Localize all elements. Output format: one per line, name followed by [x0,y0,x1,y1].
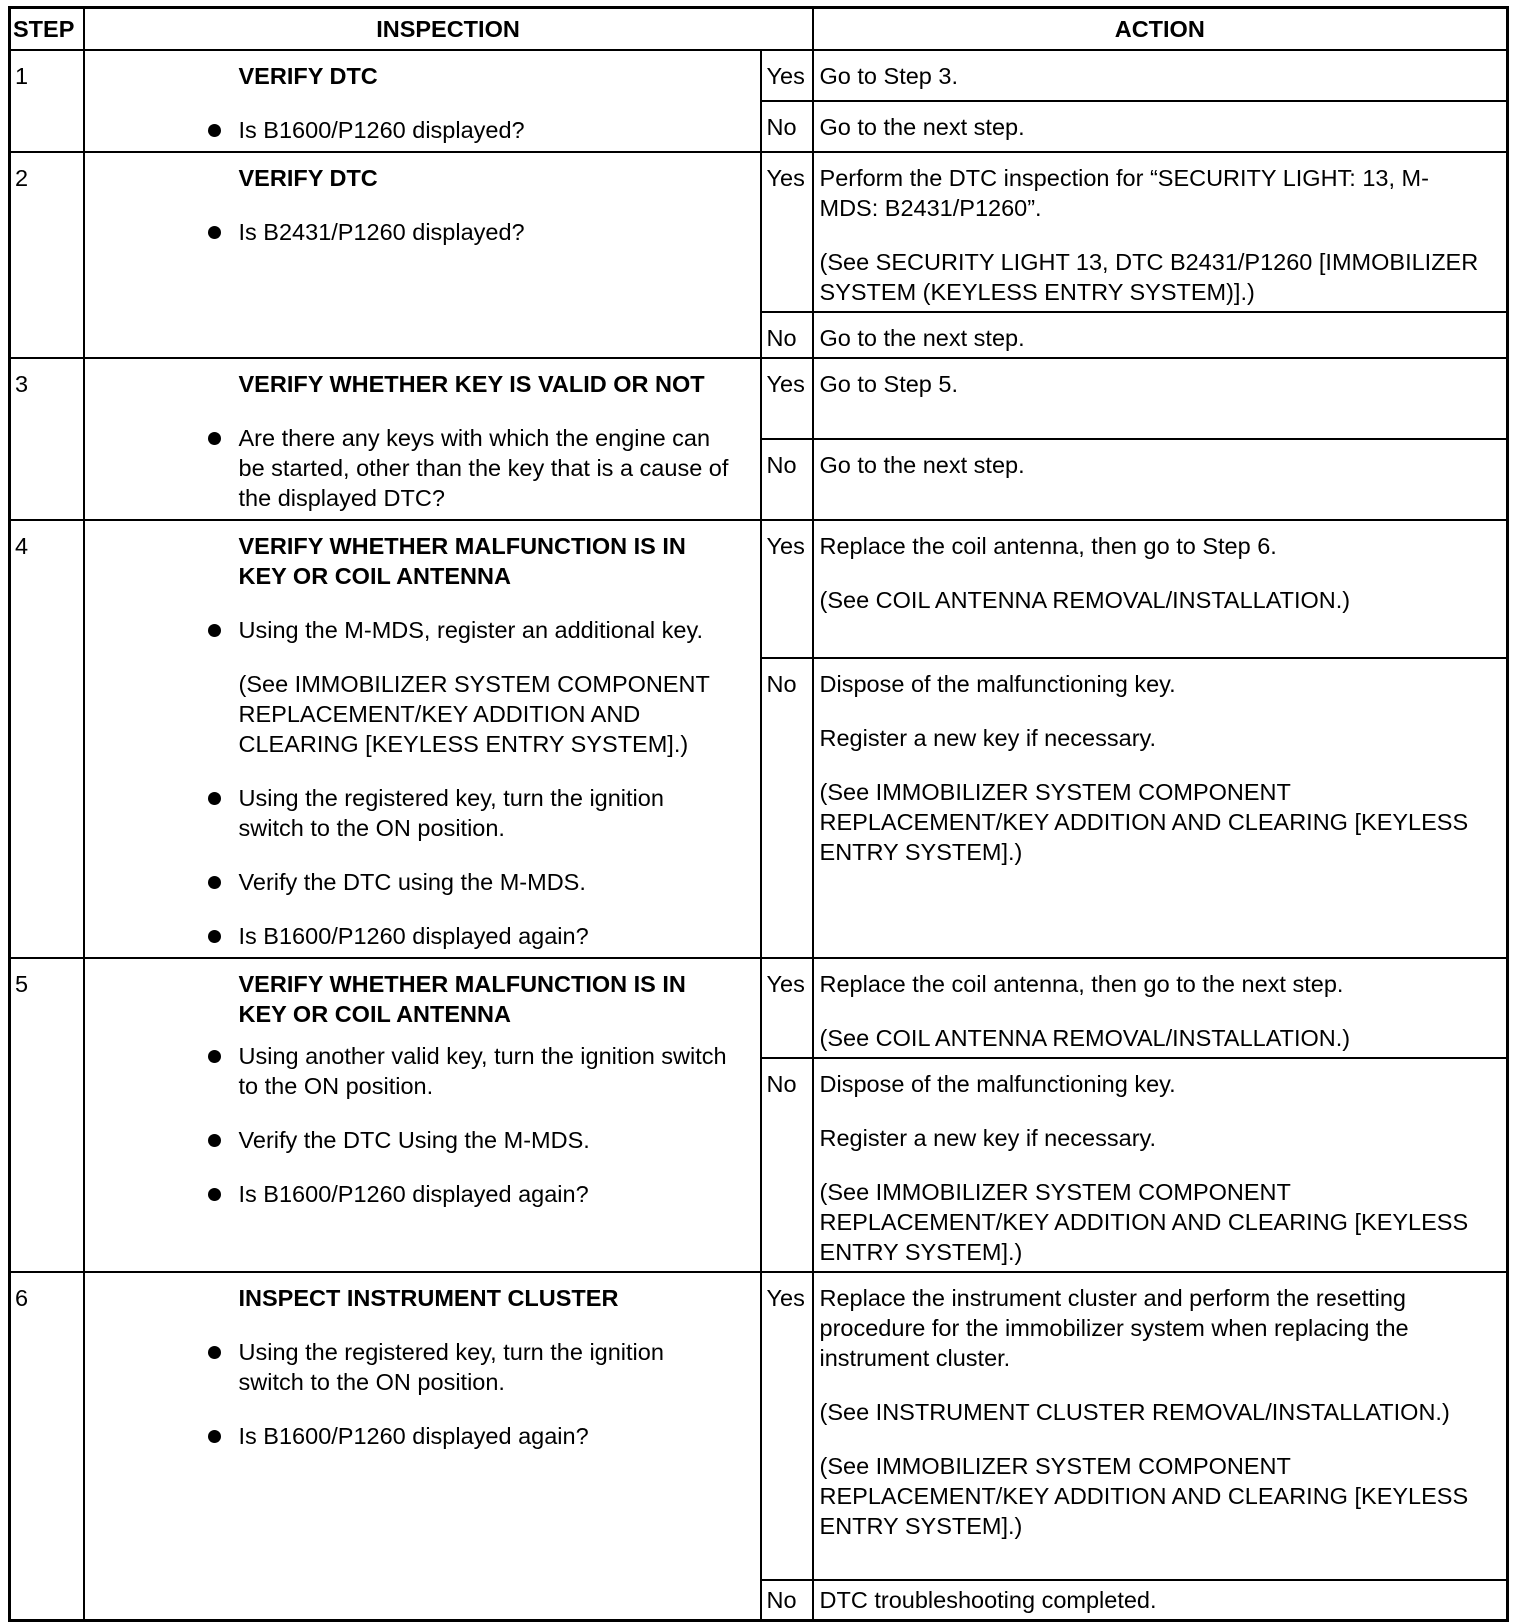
inspection-header: INSPECTION [84,8,813,51]
bullet-icon [208,930,221,943]
inspection-item: Using the registered key, turn the ignition switch to the ON position. [239,783,730,843]
no-action-cell [813,1580,1508,1621]
action-text: DTC troubleshooting completed. [819,1587,1157,1613]
inspection-title: VERIFY WHETHER MALFUNCTION IS IN KEY OR COIL ANTENNA [238,971,686,1027]
no-label: No [761,1580,813,1621]
action-text: Replace the coil antenna, then go to the next step. [819,971,1344,997]
action-text: Go to the next step. [819,114,1025,140]
no-action-cell [813,101,1508,152]
action-reference: (See SECURITY LIGHT 13, DTC B2431/P1260 [IMMOBILIZER SYSTEM (KEYLESS ENTRY SYSTEM)].) [819,249,1479,305]
troubleshooting-table [8,6,1509,1622]
yes-label: Yes [761,1272,813,1580]
action-reference: (See IMMOBILIZER SYSTEM COMPONENT REPLACEMENT/KEY ADDITION AND CLEARING [KEYLESS ENTRY SYSTEM].) [819,779,1469,865]
bullet-icon [208,624,221,637]
step-row [10,152,1508,312]
yes-action-cell [813,958,1508,1058]
action-text: Dispose of the malfunctioning key. [819,1071,1176,1097]
inspection-title: INSPECT INSTRUMENT CLUSTER [238,1285,619,1311]
inspection-title: VERIFY WHETHER KEY IS VALID OR NOT [238,371,705,397]
inspection-title: VERIFY DTC [238,165,378,191]
bullet-icon [208,876,221,889]
yes-action-cell [813,152,1508,312]
step-row [10,520,1508,658]
inspection-item: Is B1600/P1260 displayed again? [239,921,730,951]
table-header-row [10,8,1508,51]
no-label: No [761,658,813,958]
bullet-icon [208,1134,221,1147]
bullet-icon [208,1050,221,1063]
bullet-icon [208,792,221,805]
yes-label: Yes [761,358,813,439]
inspection-cell [84,358,761,520]
inspection-reference: (See IMMOBILIZER SYSTEM COMPONENT REPLACEMENT/KEY ADDITION AND CLEARING [KEYLESS ENTRY SYSTEM].) [238,671,710,757]
yes-action-cell [813,50,1508,101]
action-reference: (See INSTRUMENT CLUSTER REMOVAL/INSTALLATION.) [819,1399,1450,1425]
no-label: No [761,101,813,152]
action-reference: (See COIL ANTENNA REMOVAL/INSTALLATION.) [819,587,1351,613]
step-row [10,50,1508,101]
no-action-cell [813,658,1508,958]
inspection-item: Verify the DTC Using the M-MDS. [239,1125,730,1155]
bullet-icon [208,1346,221,1359]
no-action-cell [813,312,1508,358]
action-reference: (See COIL ANTENNA REMOVAL/INSTALLATION.) [819,1025,1351,1051]
inspection-item: Are there any keys with which the engine can be started, other than the key that is a cause of the displayed DTC? [239,423,730,513]
action-header: ACTION [813,8,1508,51]
action-text: Replace the coil antenna, then go to Step 6. [819,533,1277,559]
step-number: 3 [10,358,84,520]
inspection-cell [84,520,761,958]
no-label: No [761,312,813,358]
action-text: Go to Step 3. [819,63,958,89]
step-header: STEP [10,8,84,51]
no-action-cell [813,1058,1508,1272]
action-reference: (See IMMOBILIZER SYSTEM COMPONENT REPLACEMENT/KEY ADDITION AND CLEARING [KEYLESS ENTRY SYSTEM].) [819,1453,1469,1539]
inspection-item: Using another valid key, turn the ignition switch to the ON position. [239,1041,730,1101]
bullet-icon [208,1188,221,1201]
step-row [10,958,1508,1058]
action-text: Register a new key if necessary. [819,1125,1157,1151]
step-row [10,1272,1508,1580]
step-number: 4 [10,520,84,958]
inspection-item: Is B1600/P1260 displayed again? [239,1421,730,1451]
no-label: No [761,1058,813,1272]
action-text: Perform the DTC inspection for “SECURITY LIGHT: 13, M-MDS: B2431/P1260”. [819,165,1429,221]
inspection-item: Using the M-MDS, register an additional key. [239,615,730,645]
bullet-icon [208,432,221,445]
yes-action-cell [813,520,1508,658]
inspection-item: Is B1600/P1260 displayed? [239,115,730,145]
inspection-item: Verify the DTC using the M-MDS. [239,867,730,897]
inspection-cell [84,152,761,358]
inspection-cell [84,958,761,1272]
action-text: Register a new key if necessary. [819,725,1157,751]
bullet-icon [208,1430,221,1443]
yes-action-cell [813,358,1508,439]
step-row [10,358,1508,439]
action-reference: (See IMMOBILIZER SYSTEM COMPONENT REPLACEMENT/KEY ADDITION AND CLEARING [KEYLESS ENTRY SYSTEM].) [819,1179,1469,1265]
bullet-icon [208,226,221,239]
inspection-item: Is B2431/P1260 displayed? [239,217,730,247]
inspection-item: Using the registered key, turn the ignition switch to the ON position. [239,1337,730,1397]
step-number: 1 [10,50,84,152]
yes-label: Yes [761,152,813,312]
no-label: No [761,439,813,520]
step-number: 2 [10,152,84,358]
yes-label: Yes [761,520,813,658]
yes-label: Yes [761,958,813,1058]
action-text: Dispose of the malfunctioning key. [819,671,1176,697]
inspection-item: Is B1600/P1260 displayed again? [239,1179,730,1209]
inspection-title: VERIFY WHETHER MALFUNCTION IS IN KEY OR COIL ANTENNA [238,533,686,589]
action-text: Replace the instrument cluster and perform the resetting procedure for the immobilizer system when replacing the instrument cluster. [819,1285,1409,1371]
action-text: Go to the next step. [819,452,1025,478]
inspection-cell [84,1272,761,1621]
action-text: Go to Step 5. [819,371,958,397]
action-text: Go to the next step. [819,325,1025,351]
yes-action-cell [813,1272,1508,1580]
bullet-icon [208,124,221,137]
step-number: 5 [10,958,84,1272]
inspection-title: VERIFY DTC [238,63,378,89]
yes-label: Yes [761,50,813,101]
step-number: 6 [10,1272,84,1621]
no-action-cell [813,439,1508,520]
inspection-cell [84,50,761,152]
